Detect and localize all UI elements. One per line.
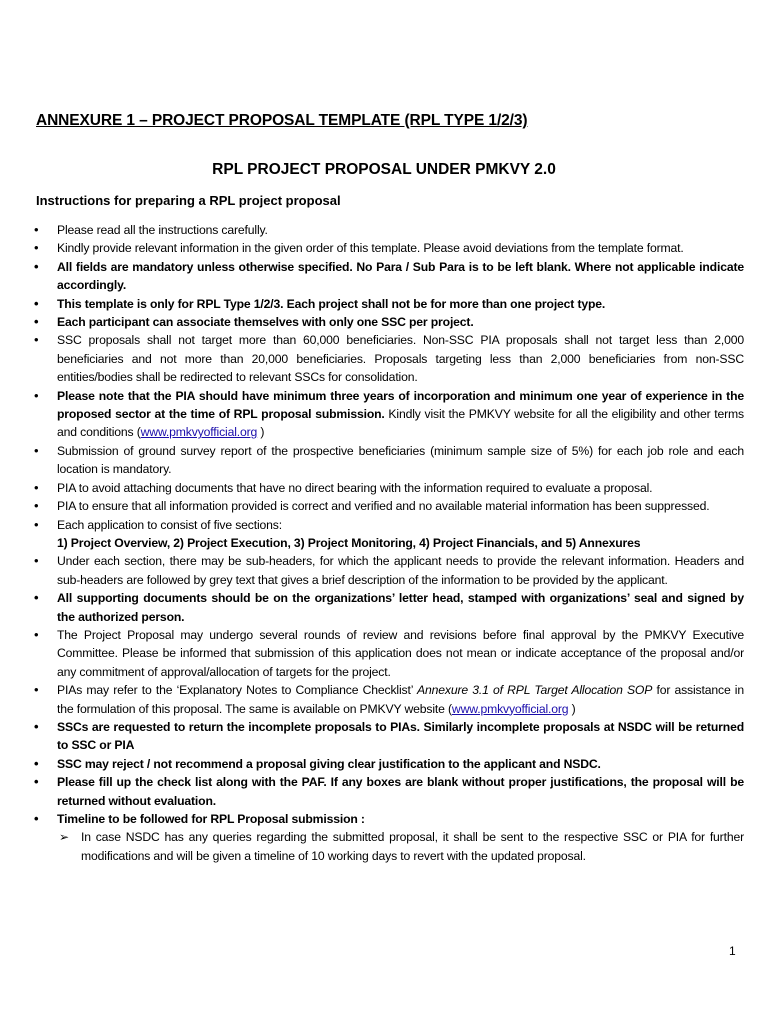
list-item: • The Project Proposal may undergo several rounds of review and revisions before final approval by the PMKVY Executive Committee. Please be informed that submission of this application does not mean or indicate acceptance of the proposal and/or any commitment of approval/allocation of targets for the project. (36, 626, 744, 681)
list-item: • SSCs are requested to return the incomplete proposals to PIAs. Similarly incomplete proposals at NSDC will be returned to SSC or PIA (36, 718, 744, 755)
list-item: • PIAs may refer to the ‘Explanatory Notes to Compliance Checklist’ Annexure 3.1 of RPL Target Allocation SOP for assistance in the formulation of this proposal. The same is available on PMKVY website (www.pmkvyofficial.org ) (36, 681, 744, 718)
list-item: • Submission of ground survey report of the prospective beneficiaries (minimum sample size of 5%) for each job role and each location is mandatory. (36, 442, 744, 479)
list-subitem: ➢ In case NSDC has any queries regarding the submitted proposal, it shall be sent to the respective SSC or PIA for further modifications and will be given a timeline of 10 working days to revert with the updated proposal. (36, 828, 744, 865)
list-item: • Timeline to be followed for RPL Proposal submission : (36, 810, 744, 828)
instructions-list (36, 221, 744, 865)
list-item: • PIA to ensure that all information provided is correct and verified and no available material information has been suppressed. (36, 497, 744, 515)
list-item: • PIA to avoid attaching documents that have no direct bearing with the information required to evaluate a proposal. (36, 479, 744, 497)
pmkvy-website-link[interactable]: www.pmkvyofficial.org (140, 425, 258, 440)
list-item: • All supporting documents should be on the organizations’ letter head, stamped with organizations’ seal and signed by the authorized person. (36, 589, 744, 626)
page-number: 1 (729, 944, 736, 958)
list-item: • Each application to consist of five sections: 1) Project Overview, 2) Project Execution, 3) Project Monitoring, 4) Project Financials, and 5) Annexures (36, 516, 744, 553)
list-item: • This template is only for RPL Type 1/2/3. Each project shall not be for more than one project type. (36, 295, 744, 313)
list-item: • SSC proposals shall not target more than 60,000 beneficiaries. Non-SSC PIA proposals shall not target less than 2,000 beneficiaries and not more than 20,000 beneficiaries. Proposals targeting less than 2,000 beneficiaries from non-SSC entities/bodies shall be redirected to relevant SSCs for consolidation. (36, 331, 744, 386)
list-item: • Please note that the PIA should have minimum three years of incorporation and minimum one year of experience in the proposed sector at the time of RPL proposal submission. Kindly visit the PMKVY website for all the eligibility and other terms and conditions (www.pmkvyofficial.org ) (36, 387, 744, 442)
page-title: RPL PROJECT PROPOSAL UNDER PMKVY 2.0 (212, 161, 556, 178)
instructions-heading: Instructions for preparing a RPL project proposal (36, 193, 341, 208)
list-item: • Under each section, there may be sub-headers, for which the applicant needs to provide the relevant information. Headers and sub-headers are followed by grey text that gives a brief description of the information to be provided by the applicant. (36, 552, 744, 589)
list-item: • Please read all the instructions carefully. (36, 221, 744, 239)
annexure-title: ANNEXURE 1 – PROJECT PROPOSAL TEMPLATE (RPL TYPE 1/2/3) (36, 112, 528, 129)
list-item: • All fields are mandatory unless otherwise specified. No Para / Sub Para is to be left blank. Where not applicable indicate accordingly. (36, 258, 744, 295)
list-item: • Each participant can associate themselves with only one SSC per project. (36, 313, 744, 331)
pmkvy-website-link[interactable]: www.pmkvyofficial.org (451, 701, 569, 716)
list-item: • Kindly provide relevant information in the given order of this template. Please avoid deviations from the template format. (36, 239, 744, 257)
list-item: • Please fill up the check list along with the PAF. If any boxes are blank without proper justifications, the proposal will be returned without evaluation. (36, 773, 744, 810)
list-item: • SSC may reject / not recommend a proposal giving clear justification to the applicant and NSDC. (36, 755, 744, 773)
